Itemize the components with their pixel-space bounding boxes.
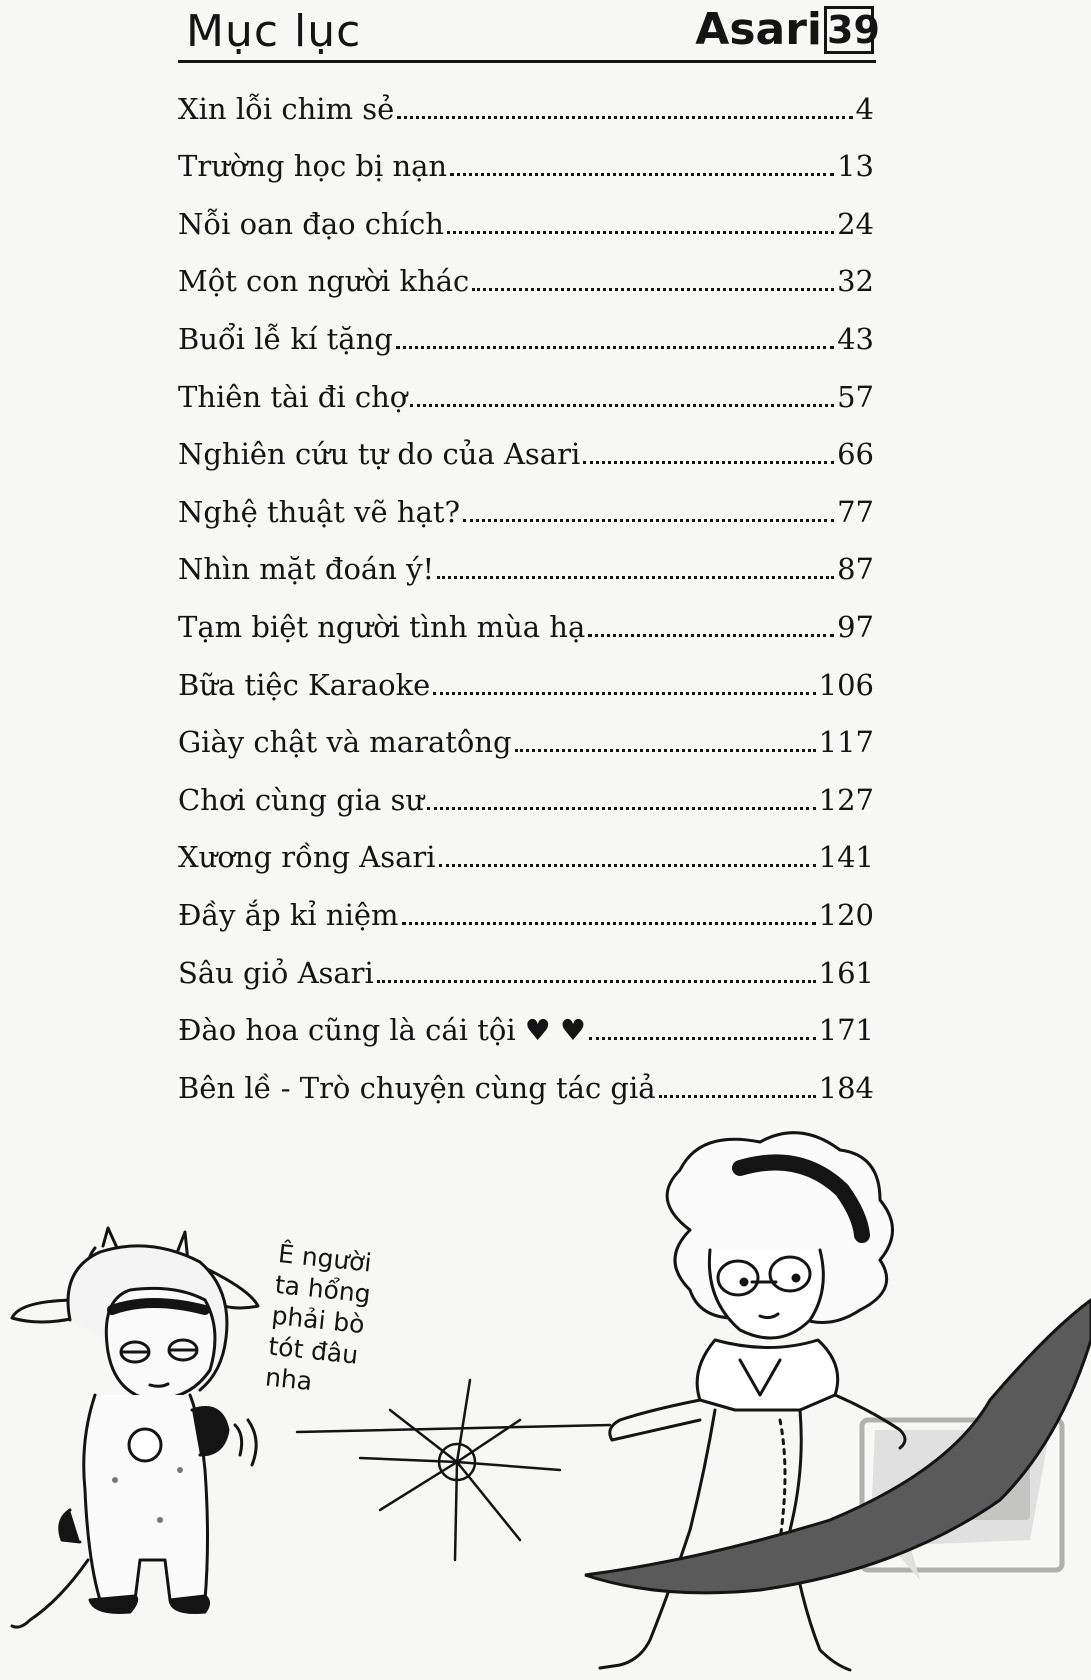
- toc-entry-page: 32: [837, 264, 874, 299]
- toc-entry-page: 24: [837, 206, 874, 241]
- toc-leader-dots: [427, 807, 816, 810]
- toc-entry-title: Xin lỗi chim sẻ: [178, 91, 395, 126]
- toc-leader-dots: [588, 634, 834, 637]
- page-title: Mục lục: [186, 6, 362, 57]
- toc-entry-title: Xương rồng Asari: [178, 840, 436, 875]
- volume-number: 39: [824, 6, 874, 54]
- toc-entry-title: Nghiên cứu tự do của Asari: [178, 437, 581, 472]
- toc-leader-dots: [447, 231, 834, 234]
- series-name: Asari: [695, 4, 822, 55]
- toc-entry-title: Nghệ thuật vẽ hạt?: [178, 494, 461, 529]
- toc-entry[interactable]: [178, 652, 874, 710]
- toc-leader-dots: [583, 461, 834, 464]
- toc-entry-page: 13: [837, 149, 874, 184]
- table-of-contents: [178, 76, 874, 1113]
- toc-entry-page: 141: [818, 840, 874, 875]
- toc-entry-page: 106: [818, 667, 874, 702]
- toc-leader-dots: [463, 519, 834, 522]
- toc-entry-page: 161: [818, 955, 874, 990]
- manga-illustration: [0, 1090, 1091, 1680]
- toc-leader-dots: [402, 922, 816, 925]
- toc-entry-page: 117: [818, 725, 874, 760]
- toc-entry[interactable]: [178, 594, 874, 652]
- toc-leader-dots: [377, 980, 816, 983]
- toc-entry-page: 184: [818, 1070, 874, 1105]
- toc-entry[interactable]: [178, 306, 874, 364]
- muleta-cape: [585, 1300, 1091, 1593]
- toc-leader-dots: [396, 346, 834, 349]
- toc-entry[interactable]: [178, 998, 874, 1056]
- cow-costume-boy: [12, 1228, 258, 1627]
- toc-entry-title: Một con người khác: [178, 264, 470, 299]
- speech-line: nha: [263, 1362, 314, 1397]
- toc-entry-title: Sâu giỏ Asari: [178, 955, 374, 990]
- toc-entry[interactable]: [178, 940, 874, 998]
- toc-entry[interactable]: [178, 767, 874, 825]
- toc-entry-page: 66: [837, 437, 874, 472]
- page-header: [178, 0, 880, 64]
- toc-entry[interactable]: [178, 882, 874, 940]
- speech-line: tót đâu: [267, 1331, 360, 1370]
- toc-leader-dots: [397, 116, 852, 119]
- toc-leader-dots: [410, 404, 834, 407]
- toc-entry-page: 127: [818, 782, 874, 817]
- toc-leader-dots: [439, 864, 816, 867]
- toc-leader-dots: [472, 288, 834, 291]
- toc-entry-page: 57: [837, 379, 874, 414]
- toc-entry[interactable]: [178, 537, 874, 595]
- toc-leader-dots: [437, 576, 834, 579]
- speech-line: ta hổng: [273, 1269, 373, 1309]
- toc-entry-title: Đào hoa cũng là cái tội ♥ ♥: [178, 1013, 587, 1048]
- toc-leader-dots: [515, 749, 816, 752]
- toc-entry-page: 4: [855, 91, 874, 126]
- toc-entry-title: Tạm biệt người tình mùa hạ: [178, 609, 586, 644]
- toc-entry[interactable]: [178, 191, 874, 249]
- toc-entry-title: Trường học bị nạn: [178, 149, 448, 184]
- header-rule: [178, 60, 876, 63]
- toc-leader-dots: [589, 1037, 816, 1040]
- rapier-flash: [297, 1380, 610, 1560]
- toc-entry-title: Giày chật và maratông: [178, 725, 512, 760]
- toc-leader-dots: [450, 173, 834, 176]
- toc-entry[interactable]: [178, 76, 874, 134]
- toc-entry[interactable]: [178, 422, 874, 480]
- toc-entry[interactable]: [178, 710, 874, 768]
- toc-entry[interactable]: [178, 364, 874, 422]
- toc-leader-dots: [433, 692, 815, 695]
- toc-entry[interactable]: [178, 479, 874, 537]
- toc-entry-title: Bữa tiệc Karaoke: [178, 667, 431, 702]
- toc-entry-page: 171: [818, 1013, 874, 1048]
- toc-entry[interactable]: [178, 825, 874, 883]
- toc-entry-title: Buổi lễ kí tặng: [178, 321, 393, 356]
- speech-line: Ê người: [276, 1238, 373, 1278]
- toc-entry[interactable]: [178, 249, 874, 307]
- toc-entry-title: Nhìn mặt đoán ý!: [178, 552, 435, 587]
- speech-bubble-text: [264, 1238, 376, 1402]
- toc-entry-page: 97: [837, 609, 874, 644]
- toc-entry-title: Thiên tài đi chợ: [178, 379, 408, 414]
- toc-entry-page: 77: [837, 494, 874, 529]
- toc-entry-page: 120: [818, 897, 874, 932]
- speech-line: phải bò: [270, 1300, 366, 1340]
- toc-entry-title: Chơi cùng gia sư: [178, 782, 425, 817]
- toc-entry-title: Bên lề - Trò chuyện cùng tác giả: [178, 1070, 656, 1105]
- toc-entry-title: Đầy ắp kỉ niệm: [178, 897, 399, 932]
- toc-entry-title: Nỗi oan đạo chích: [178, 206, 444, 241]
- toc-entry-page: 87: [837, 552, 874, 587]
- toc-entry-page: 43: [837, 321, 874, 356]
- toc-entry[interactable]: [178, 134, 874, 192]
